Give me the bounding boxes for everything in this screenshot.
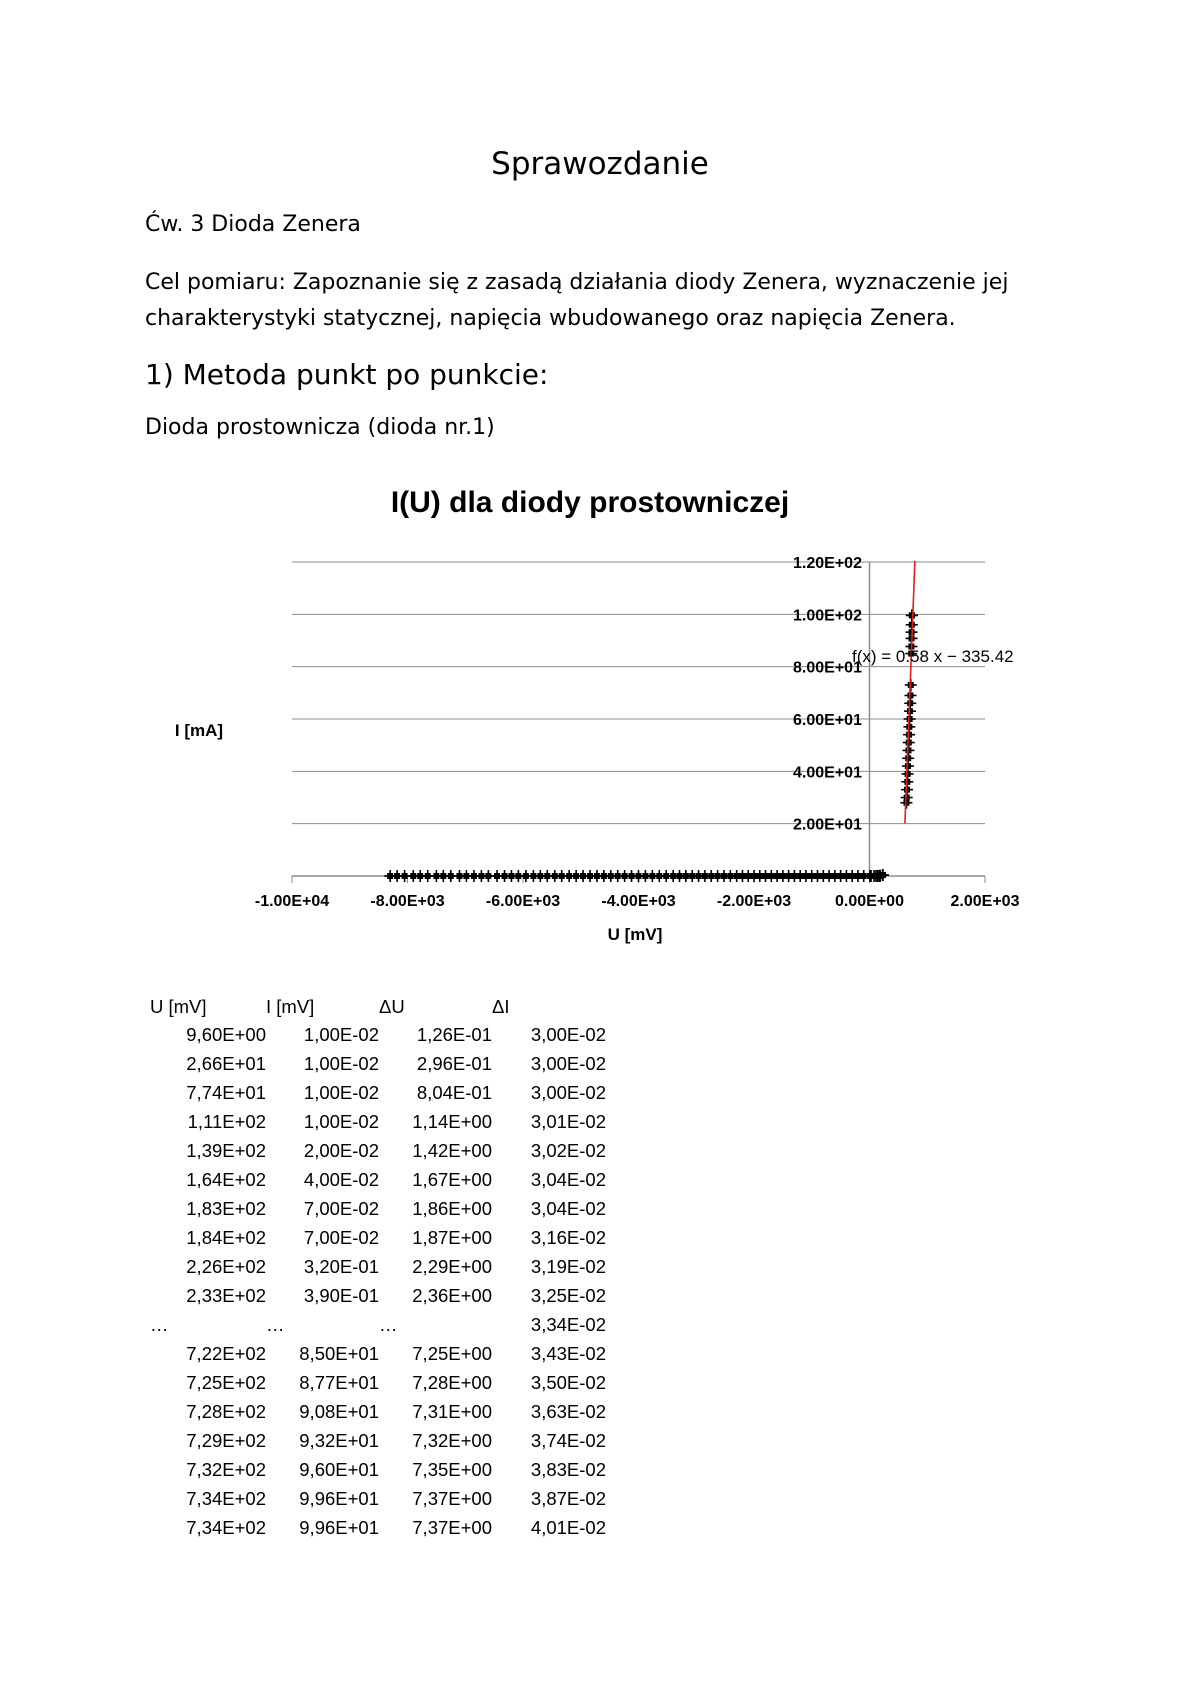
document-title: Sprawozdanie [491, 146, 709, 182]
table-cell: 1,39E+02 [186, 1139, 266, 1161]
table-row [150, 1107, 606, 1136]
table-row [150, 1223, 606, 1252]
exercise-title: Ćw. 3 Dioda Zenera [145, 212, 361, 237]
point-marker [485, 873, 491, 879]
table-cell: 3,16E-02 [530, 1226, 606, 1248]
table-row [150, 1078, 606, 1107]
table-cell: 3,19E-02 [530, 1255, 606, 1277]
table-cell: 9,96E+01 [299, 1516, 379, 1538]
table-cell: 7,00E-02 [303, 1197, 379, 1219]
point-marker [448, 873, 454, 879]
table-cell: 3,83E-02 [530, 1458, 606, 1480]
section-heading: 1) Metoda punkt po punkcie: [145, 358, 549, 391]
goal-line-1: Cel pomiaru: Zapoznanie się z zasadą działania diody Zenera, wyznaczenie jej [145, 270, 1009, 295]
table-header-row [150, 996, 606, 1020]
table-cell: 3,50E-02 [530, 1371, 606, 1393]
table-cell: 1,00E-02 [303, 1052, 379, 1074]
table-row [150, 1136, 606, 1165]
table-cell: 3,34E-02 [530, 1313, 606, 1335]
table-row [150, 1455, 606, 1484]
table-cell: 3,25E-02 [530, 1284, 606, 1306]
table-cell: 7,25E+00 [412, 1342, 492, 1364]
y-tick-label: 4.00E+01 [793, 764, 862, 782]
x-axis-title: U [mV] [607, 925, 663, 944]
table-cell: 7,35E+00 [412, 1458, 492, 1480]
x-tick-label: 2.00E+03 [950, 893, 1020, 910]
table-cell: 1,87E+00 [412, 1226, 492, 1248]
table-row [150, 1252, 606, 1281]
table-row [150, 1484, 606, 1513]
point-marker [402, 873, 408, 879]
table-cell: 1,84E+02 [186, 1226, 266, 1248]
table-cell: 7,25E+02 [186, 1371, 266, 1393]
x-tick-label: 0.00E+00 [835, 893, 904, 910]
x-tick-label: -6.00E+03 [485, 893, 561, 910]
table-cell: 7,32E+02 [186, 1458, 266, 1480]
table-cell: 3,00E-02 [530, 1052, 606, 1074]
table-cell: 2,26E+02 [186, 1255, 266, 1277]
table-row [150, 1513, 606, 1542]
table-cell: 1,11E+02 [187, 1110, 266, 1132]
table-cell: 7,32E+00 [412, 1429, 492, 1451]
table-row [150, 1310, 606, 1339]
y-tick-label: 2.00E+01 [793, 816, 862, 834]
x-tick-label: -2.00E+03 [716, 893, 792, 910]
table-row [150, 1281, 606, 1310]
table-cell: 9,60E+01 [299, 1458, 379, 1480]
table-cell: 9,08E+01 [299, 1400, 379, 1422]
y-tick-label: 8.00E+01 [793, 659, 862, 677]
table-cell: 7,28E+02 [186, 1400, 266, 1422]
table-cell: 2,66E+01 [186, 1052, 266, 1074]
table-cell: 3,00E-02 [530, 1081, 606, 1103]
table-cell: 1,64E+02 [186, 1168, 266, 1190]
table-cell: … [150, 1313, 169, 1335]
table-cell: 1,14E+00 [412, 1110, 492, 1132]
x-tick-label: -8.00E+03 [370, 893, 445, 910]
table-cell: 9,60E+00 [186, 1023, 266, 1045]
goal-line-2: charakterystyki statycznej, napięcia wbudowanego oraz napięcia Zenera. [145, 306, 956, 331]
table-cell: 2,33E+02 [186, 1284, 266, 1306]
table-cell: 3,04E-02 [530, 1197, 606, 1219]
table-cell: 3,74E-02 [530, 1429, 606, 1451]
y-tick-label: 6.00E+01 [793, 712, 862, 729]
table-cell: 7,34E+02 [186, 1516, 266, 1538]
table-cell: 8,77E+01 [299, 1371, 379, 1393]
point-marker [909, 612, 915, 618]
table-cell: 7,29E+02 [186, 1429, 266, 1451]
table-cell: 3,87E-02 [530, 1487, 606, 1509]
table-cell: 2,36E+00 [412, 1284, 492, 1306]
table-cell: 7,37E+00 [412, 1487, 492, 1509]
table-cell: 7,37E+00 [412, 1516, 492, 1538]
table-cell: 8,04E-01 [416, 1081, 492, 1103]
table-row [150, 1165, 606, 1194]
y-tick-label: 1.00E+02 [793, 607, 862, 625]
table-cell: 7,22E+02 [186, 1342, 266, 1364]
table-cell: 7,00E-02 [303, 1226, 379, 1248]
header-i: I [mV] [266, 996, 315, 1017]
table-cell: 3,01E-02 [530, 1110, 606, 1132]
trendline-label: f(x) = 0.58 x − 335.42 [852, 647, 1014, 666]
table-row [150, 1368, 606, 1397]
chart-title: I(U) dla diody prostowniczej [390, 486, 790, 519]
subsection-heading: Dioda prostownicza (dioda nr.1) [145, 415, 495, 440]
table-cell: 3,02E-02 [530, 1139, 606, 1161]
iu-scatter-chart [0, 470, 1200, 960]
table-row [150, 1339, 606, 1368]
table-cell: 2,29E+00 [412, 1255, 492, 1277]
table-cell: 1,00E-02 [303, 1023, 379, 1045]
y-axis-title: I [mA] [174, 721, 224, 740]
table-cell: 1,83E+02 [186, 1197, 266, 1219]
point-marker [880, 872, 886, 878]
table-row [150, 1194, 606, 1223]
table-cell: … [266, 1313, 285, 1335]
table-cell: 3,90E-01 [303, 1284, 379, 1306]
x-tick-label: -1.00E+04 [254, 893, 330, 910]
table-cell: 2,00E-02 [303, 1139, 379, 1161]
measurement-table [150, 996, 606, 1542]
table-row [150, 1397, 606, 1426]
table-cell: 3,63E-02 [530, 1400, 606, 1422]
y-tick-label: 1.20E+02 [793, 555, 862, 572]
header-u: U [mV] [150, 996, 207, 1017]
table-cell: 9,96E+01 [299, 1487, 379, 1509]
header-delta-i: ΔI [492, 996, 510, 1017]
table-cell: … [379, 1313, 398, 1335]
table-cell: 7,74E+01 [186, 1081, 266, 1103]
table-cell: 3,43E-02 [530, 1342, 606, 1364]
table-cell: 4,00E-02 [303, 1168, 379, 1190]
table-cell: 7,28E+00 [412, 1371, 492, 1393]
table-cell: 3,04E-02 [530, 1168, 606, 1190]
table-cell: 3,20E-01 [303, 1255, 379, 1277]
point-marker [425, 873, 431, 879]
measurement-goal [145, 265, 1065, 337]
table-cell: 7,34E+02 [186, 1487, 266, 1509]
table-cell: 7,31E+00 [412, 1400, 492, 1422]
table-cell: 1,86E+00 [412, 1197, 492, 1219]
table-cell: 2,96E-01 [416, 1052, 492, 1074]
table-cell: 1,00E-02 [303, 1081, 379, 1103]
x-tick-label: -4.00E+03 [601, 893, 676, 910]
table-cell: 1,26E-01 [416, 1023, 492, 1045]
table-cell: 8,50E+01 [299, 1342, 379, 1364]
table-row [150, 1426, 606, 1455]
header-delta-u: ΔU [379, 996, 405, 1017]
table-row [150, 1020, 606, 1049]
table-cell: 4,01E-02 [530, 1516, 606, 1538]
table-cell: 1,67E+00 [412, 1168, 492, 1190]
table-cell: 1,42E+00 [412, 1139, 492, 1161]
table-cell: 3,00E-02 [530, 1023, 606, 1045]
table-row [150, 1049, 606, 1078]
table-cell: 9,32E+01 [299, 1429, 379, 1451]
table-cell: 1,00E-02 [303, 1110, 379, 1132]
